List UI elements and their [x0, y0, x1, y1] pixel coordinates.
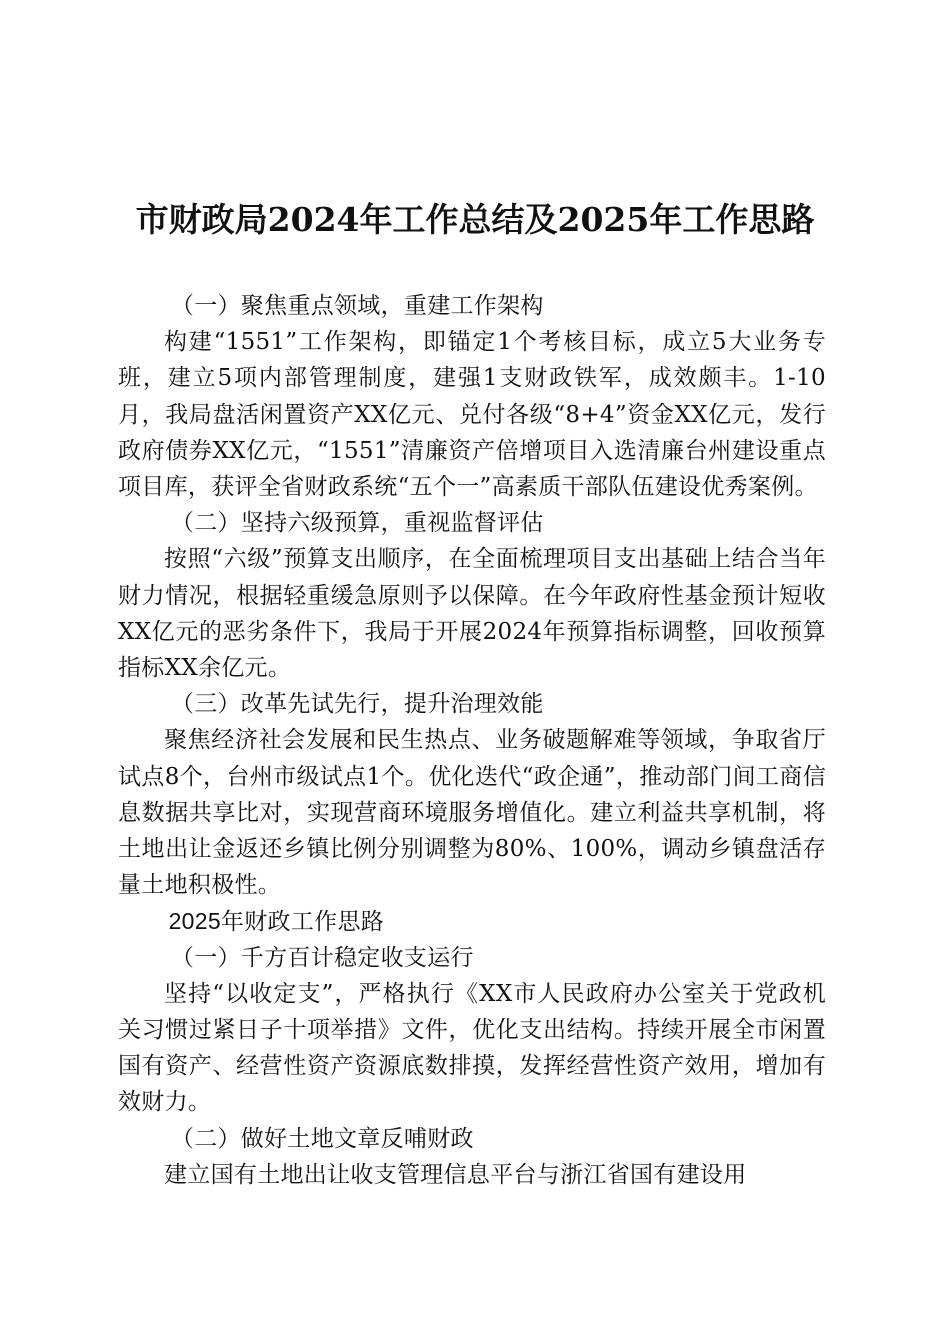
- section-heading-land-finance: （二）做好土地文章反哺财政: [170, 1125, 474, 1152]
- paragraph-stabilize-revenue: 坚持“以收定支”，严格执行《XX市人民政府办公室关于党政机关习惯过紧日子十项举措》文件，优化支出结构。持续开展全市闲置国有资产、经营性资产资源底数排摸，发挥经营性资产效用，增加有效财力。: [118, 980, 826, 1116]
- paragraph-land-platform: 建立国有土地出让收支管理信息平台与浙江省国有建设用: [164, 1161, 747, 1188]
- document-title: 市财政局2024年工作总结及2025年工作思路: [135, 200, 815, 239]
- section-heading-six-level-budget: （二）坚持六级预算，重视监督评估: [170, 510, 544, 537]
- section-heading-focus-areas: （一）聚焦重点领域，重建工作架构: [170, 293, 544, 319]
- document-body: [118, 288, 828, 1193]
- paragraph-budget-order: 按照“六级”预算支出顺序，在全面梳理项目支出基础上结合当年财力情况，根据轻重缓急原则予以保障。在今年政府性基金预计短收XX亿元的恶劣条件下，我局于开展2024年预算指标调整，回收预算指标XX余亿元。: [118, 546, 826, 682]
- section-heading-reform-pilot: （三）改革先试先行，提升治理效能: [170, 691, 544, 718]
- section-heading-stabilize-revenue: （一）千方百计稳定收支运行: [170, 944, 474, 971]
- paragraph-reform-pilot: 聚焦经济社会发展和民生热点、业务破题解难等领域，争取省厅试点8个，台州市级试点1个。优化迭代“政企通”，推动部门间工商信息数据共享比对，实现营商环境服务增值化。建立利益共享机制，将土地出让金返还乡镇比例分别调整为80%、100%，调动乡镇盘活存量土地积极性。: [118, 727, 826, 899]
- section-title-2025-plan: 2025年财政工作思路: [168, 908, 385, 935]
- paragraph-1551-framework: 构建“1551”工作架构，即锚定1个考核目标，成立5大业务专班，建立5项内部管理制度，建强1支财政铁军，成效颇丰。1-10月，我局盘活闲置资产XX亿元、兑付各级“8+4”资金XX亿元，发行政府债券XX亿元，“1551”清廉资产倍增项目入选清廉台州建设重点项目库，获评全省财政系统“五个一”高素质干部队伍建设优秀案例。: [118, 329, 826, 501]
